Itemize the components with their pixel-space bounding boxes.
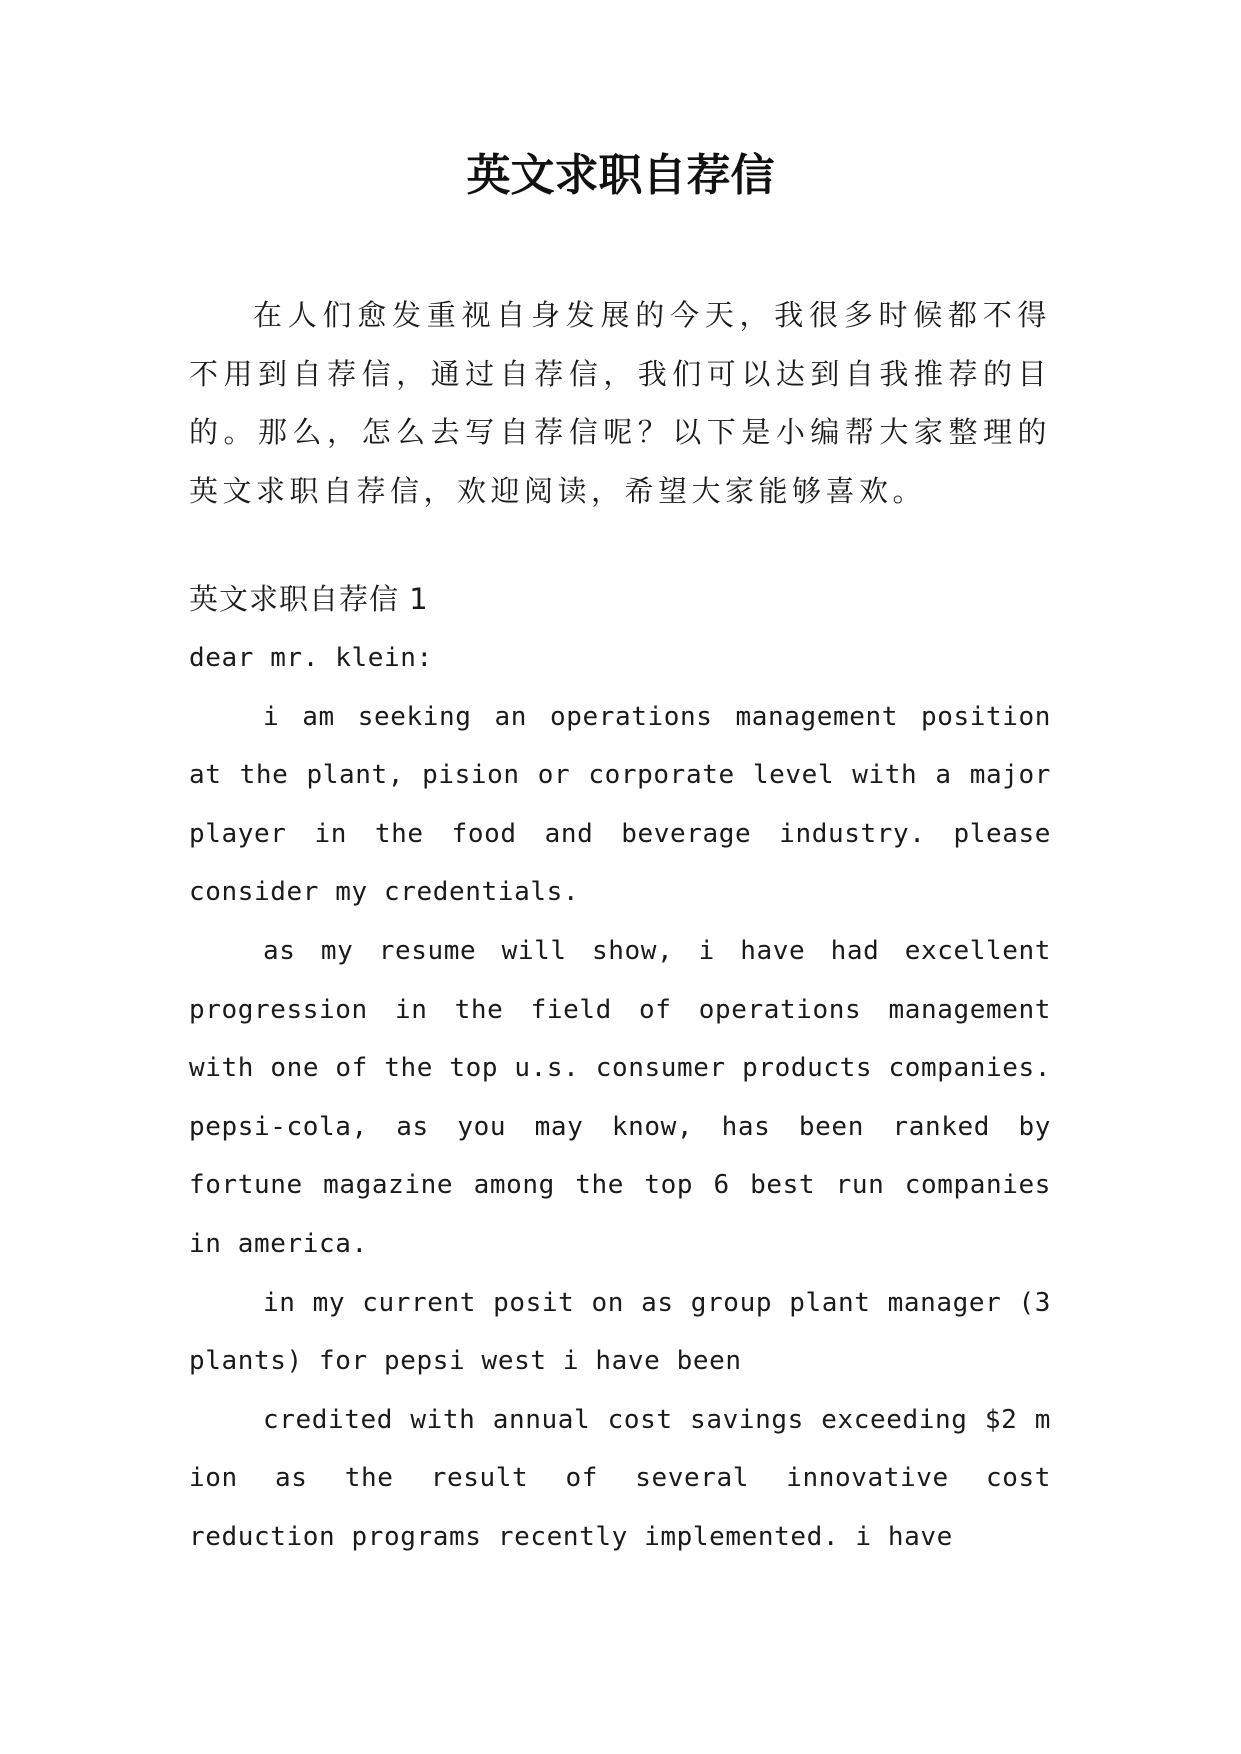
body-paragraph-2: as my resume will show, i have had excellent progression in the field of operations management with one of the top u.s. consumer products companies. pepsi-cola, as you may know, has been ranked by fortune magazine among the top 6 best run companies in america.: [189, 935, 1051, 1259]
document-title: 英文求职自荐信: [466, 150, 775, 201]
intro-paragraph: 在人们愈发重视自身发展的今天，我很多时候都不得不用到自荐信，通过自荐信，我们可以达到自我推荐的目的。那么，怎么去写自荐信呢？以下是小编帮大家整理的英文求职自荐信，欢迎阅读，希望大家能够喜欢。: [189, 298, 1051, 508]
salutation: dear mr. klein:: [189, 642, 433, 673]
body-paragraph-3: in my current posit on as group plant manager (3 plants) for pepsi west i have been: [189, 1287, 1051, 1377]
section-heading: 英文求职自荐信 1: [189, 582, 429, 617]
body-paragraph-1: i am seeking an operations management position at the plant, pision or corporate level with a major player in the food and beverage industry. please consider my credentials.: [189, 701, 1051, 908]
body-paragraph-4: credited with annual cost savings exceeding $2 m ion as the result of several innovative cost reduction programs recently implemented. i have: [189, 1404, 1051, 1552]
document-body: [189, 286, 1051, 1566]
